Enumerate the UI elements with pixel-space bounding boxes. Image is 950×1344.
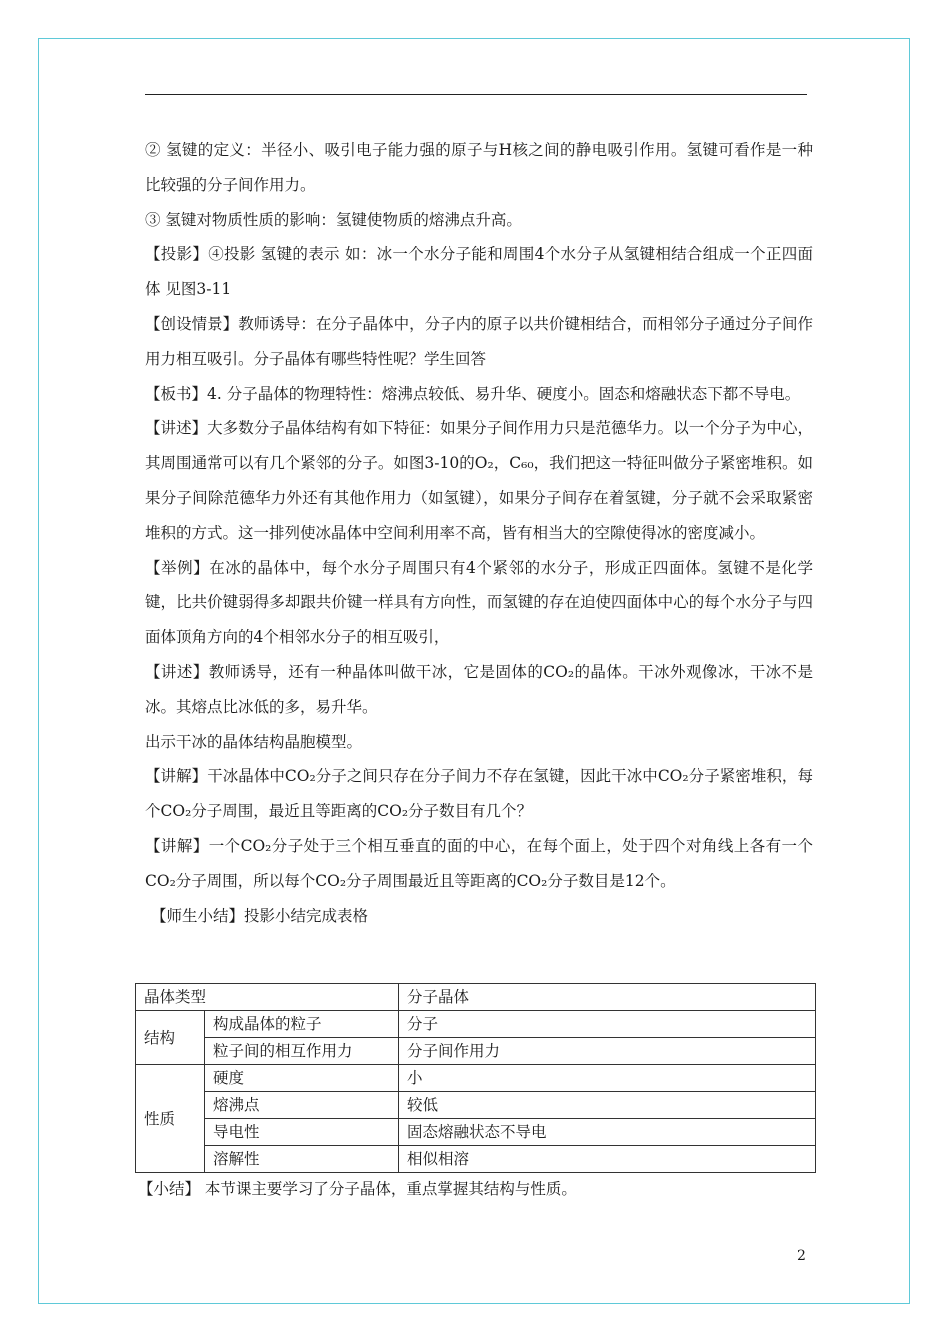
paragraph: 【创设情景】教师诱导：在分子晶体中，分子内的原子以共价键相结合，而相邻分子通过分子间作用力相互吸引。分子晶体有哪些特性呢？学生回答 [145, 314, 813, 368]
table-row [136, 1065, 816, 1092]
table-row [136, 1146, 816, 1173]
header-rule [145, 94, 807, 95]
table-cell: 熔沸点 [205, 1092, 399, 1119]
table-cell: 粒子间的相互作用力 [205, 1038, 399, 1065]
table-cell: 导电性 [205, 1119, 399, 1146]
table-row [136, 1038, 816, 1065]
paragraph: 【投影】④投影 氢键的表示 如：冰一个水分子能和周围4个水分子从氢键相结合组成一个正四面体 见图3-11 [145, 245, 813, 299]
table-cell: 晶体类型 [136, 984, 399, 1011]
row-group-label: 性质 [136, 1065, 205, 1173]
paragraph: ② 氢键的定义：半径小、吸引电子能力强的原子与H核之间的静电吸引作用。氢键可看作是一种比较强的分子间作用力。 [145, 141, 813, 194]
table-cell: 小 [399, 1065, 816, 1092]
table-cell: 分子间作用力 [399, 1038, 816, 1065]
paragraph: 【讲述】大多数分子晶体结构有如下特征：如果分子间作用力只是范德华力。以一个分子为中心，其周围通常可以有几个紧邻的分子。如图3-10的O₂，C₆₀，我们把这一特征叫做分子紧密堆积。如果分子间除范德华力外还有其他作用力（如氢键），如果分子间存在着氢键，分子就不会采取紧密堆积的方式。这一排列使冰晶体中空间利用率不高，皆有相当大的空隙使得冰的密度减小。 [145, 419, 813, 542]
summary-heading: 【师生小结】投影小结完成表格 [151, 906, 369, 925]
paragraph: 【讲解】一个CO₂分子处于三个相互垂直的面的中心，在每个面上，处于四个对角线上各有一个CO₂分子周围，所以每个CO₂分子周围最近且等距离的CO₂分子数目是12个。 [145, 836, 813, 890]
paragraph: 【讲解】干冰晶体中CO₂分子之间只存在分子间力不存在氢键，因此干冰中CO₂分子紧密堆积，每个CO₂分子周围，最近且等距离的CO₂分子数目有几个？ [145, 767, 813, 821]
page-number: 2 [797, 1248, 806, 1264]
paragraph: 【举例】在冰的晶体中，每个水分子周围只有4个紧邻的水分子，形成正四面体。氢键不是化学键，比共价键弱得多却跟共价键一样具有方向性，而氢键的存在迫使四面体中心的每个水分子与四面体顶角方向的4个相邻水分子的相互吸引， [145, 558, 813, 647]
table-cell: 分子晶体 [399, 984, 816, 1011]
paragraph: 出示干冰的晶体结构晶胞模型。 [145, 732, 363, 751]
paragraph: ③ 氢键对物质性质的影响：氢键使物质的熔沸点升高。 [145, 210, 522, 229]
table-row [136, 1092, 816, 1119]
body-text [145, 133, 813, 933]
table-cell: 构成晶体的粒子 [205, 1011, 399, 1038]
row-group-label: 结构 [136, 1011, 205, 1065]
closing-summary: 【小结】 本节课主要学习了分子晶体，重点掌握其结构与性质。 [138, 1180, 577, 1198]
summary-table [135, 983, 816, 1173]
paragraph: 【板书】4. 分子晶体的物理特性：熔沸点较低、易升华、硬度小。固态和熔融状态下都不导电。 [145, 384, 801, 403]
paragraph: 【讲述】教师诱导，还有一种晶体叫做干冰，它是固体的CO₂的晶体。干冰外观像冰，干冰不是冰。其熔点比冰低的多，易升华。 [145, 662, 813, 716]
table-row [136, 1011, 816, 1038]
table-cell: 固态熔融状态不导电 [399, 1119, 816, 1146]
table-row [136, 1119, 816, 1146]
table-cell: 相似相溶 [399, 1146, 816, 1173]
table-row [136, 984, 816, 1011]
table-cell: 分子 [399, 1011, 816, 1038]
table-cell: 溶解性 [205, 1146, 399, 1173]
table-cell: 硬度 [205, 1065, 399, 1092]
table-cell: 较低 [399, 1092, 816, 1119]
